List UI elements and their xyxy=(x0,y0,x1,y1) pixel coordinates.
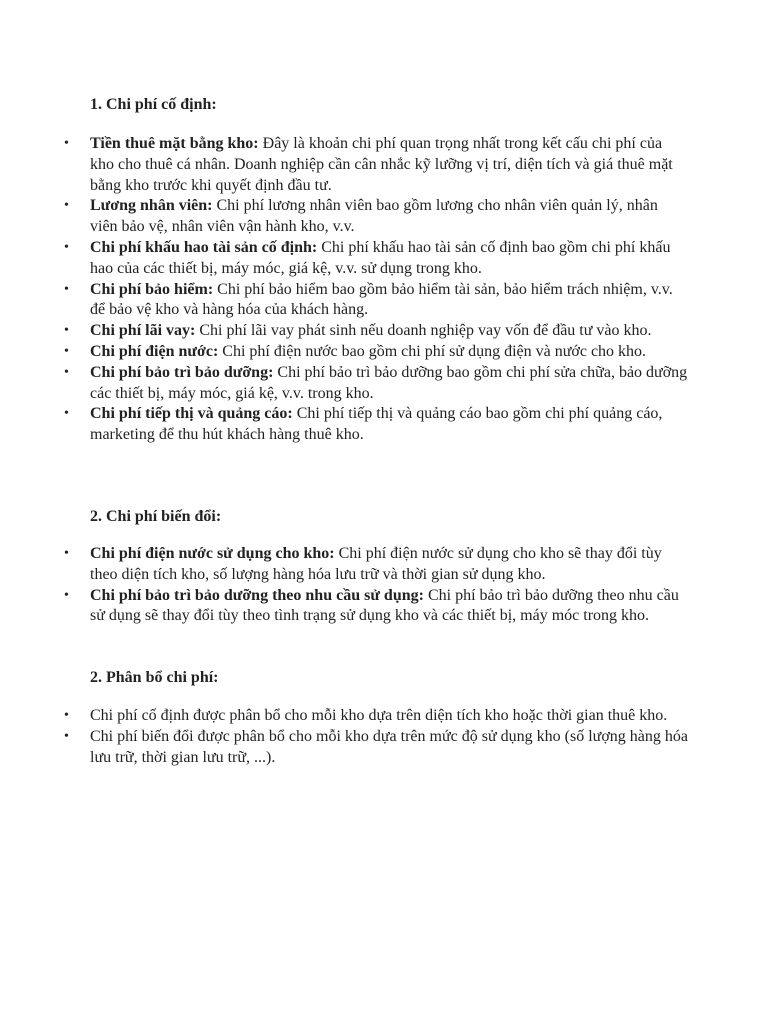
section-heading-fixed-costs: 1. Chi phí cố định: xyxy=(90,96,217,113)
list-item-term: Chi phí khấu hao tài sản cố định: xyxy=(90,238,318,256)
list-item-text: Chi phí khấu hao tài sản cố định bao gồm chi phí khấu hao của các thiết bị, máy móc, giá kệ, v.v. sử dụng trong kho. xyxy=(90,238,671,277)
list-item-term: Chi phí bảo trì bảo dưỡng theo nhu cầu sử dụng: xyxy=(90,586,424,604)
list-item-text: Chi phí bảo trì bảo dưỡng theo nhu cầu sử dụng sẽ thay đổi tùy theo tình trạng sử dụng kho và các thiết bị, máy móc trong kho. xyxy=(90,586,679,625)
list-item xyxy=(0,196,688,238)
bullet-icon: • xyxy=(64,239,69,255)
bullet-icon: • xyxy=(64,281,69,297)
fixed-costs-list xyxy=(0,134,768,446)
list-item-term: Chi phí điện nước sử dụng cho kho: xyxy=(90,545,335,562)
list-item xyxy=(0,727,688,769)
bullet-icon: • xyxy=(64,323,69,339)
list-item xyxy=(0,280,688,322)
list-item-text: Chi phí bảo trì bảo dưỡng bao gồm chi phí sửa chữa, bảo dưỡng các thiết bị, máy móc, giá kệ, v.v. trong kho. xyxy=(90,363,688,402)
list-item-term: Tiền thuê mặt bằng kho: xyxy=(90,135,259,152)
list-item-text: Chi phí biến đổi được phân bổ cho mỗi kho dựa trên mức độ sử dụng kho (số lượng hàng hóa lưu trữ, thời gian lưu trữ, ...). xyxy=(90,727,688,766)
bullet-icon: • xyxy=(64,708,69,723)
variable-costs-list xyxy=(0,544,768,627)
bullet-icon: • xyxy=(64,406,69,422)
list-item xyxy=(0,544,688,586)
bullet-icon: • xyxy=(64,343,69,359)
list-item-term: Chi phí bảo hiểm: xyxy=(90,280,214,298)
list-item-text: Chi phí điện nước bao gồm chi phí sử dụng điện và nước cho kho. xyxy=(218,342,647,360)
cost-allocation-list xyxy=(0,706,768,768)
list-item-text: Chi phí lãi vay phát sinh nếu doanh nghiệp vay vốn để đầu tư vào kho. xyxy=(195,322,652,340)
list-item-text: Chi phí lương nhân viên bao gồm lương cho nhân viên quản lý, nhân viên bảo vệ, nhân viên vận hành kho, v.v. xyxy=(90,197,658,236)
bullet-icon: • xyxy=(64,198,69,214)
list-item xyxy=(0,342,688,363)
list-item xyxy=(0,586,688,628)
list-item xyxy=(0,404,688,446)
list-item xyxy=(0,238,688,280)
list-item xyxy=(0,134,688,196)
list-item-term: Chi phí điện nước: xyxy=(90,342,219,360)
list-item-text: Chi phí bảo hiểm bao gồm bảo hiểm tài sản, bảo hiểm trách nhiệm, v.v. để bảo vệ kho và hàng hóa của khách hàng. xyxy=(90,280,673,319)
bullet-icon: • xyxy=(64,136,69,151)
bullet-icon: • xyxy=(64,728,69,744)
list-item xyxy=(0,321,688,342)
list-item-text: Đây là khoản chi phí quan trọng nhất trong kết cấu chi phí của kho cho thuê cá nhân. Doanh nghiệp cần cân nhắc kỹ lưỡng vị trí, diện tích và giá thuê mặt bằng kho trước khi quyết định đầu tư. xyxy=(90,135,673,194)
list-item-text: Chi phí điện nước sử dụng cho kho sẽ thay đổi tùy theo diện tích kho, số lượng hàng hóa lưu trữ và thời gian sử dụng kho. xyxy=(90,545,662,583)
list-item xyxy=(0,706,688,727)
list-item-term: Chi phí bảo trì bảo dưỡng: xyxy=(90,363,274,381)
list-item-text: Chi phí cố định được phân bổ cho mỗi kho dựa trên diện tích kho hoặc thời gian thuê kho. xyxy=(90,707,668,724)
section-heading-cost-allocation: 2. Phân bổ chi phí: xyxy=(90,669,219,686)
bullet-icon: • xyxy=(64,546,69,561)
list-item xyxy=(0,363,688,405)
section-heading-variable-costs: 2. Chi phí biến đổi: xyxy=(90,508,222,525)
bullet-icon: • xyxy=(64,587,69,603)
list-item-term: Chi phí tiếp thị và quảng cáo: xyxy=(90,405,293,423)
bullet-icon: • xyxy=(64,364,69,380)
list-item-text: Chi phí tiếp thị và quảng cáo bao gồm chi phí quảng cáo, marketing để thu hút khách hàng thuê kho. xyxy=(90,405,663,444)
list-item-term: Chi phí lãi vay: xyxy=(90,322,196,340)
list-item-term: Lương nhân viên: xyxy=(90,197,213,215)
